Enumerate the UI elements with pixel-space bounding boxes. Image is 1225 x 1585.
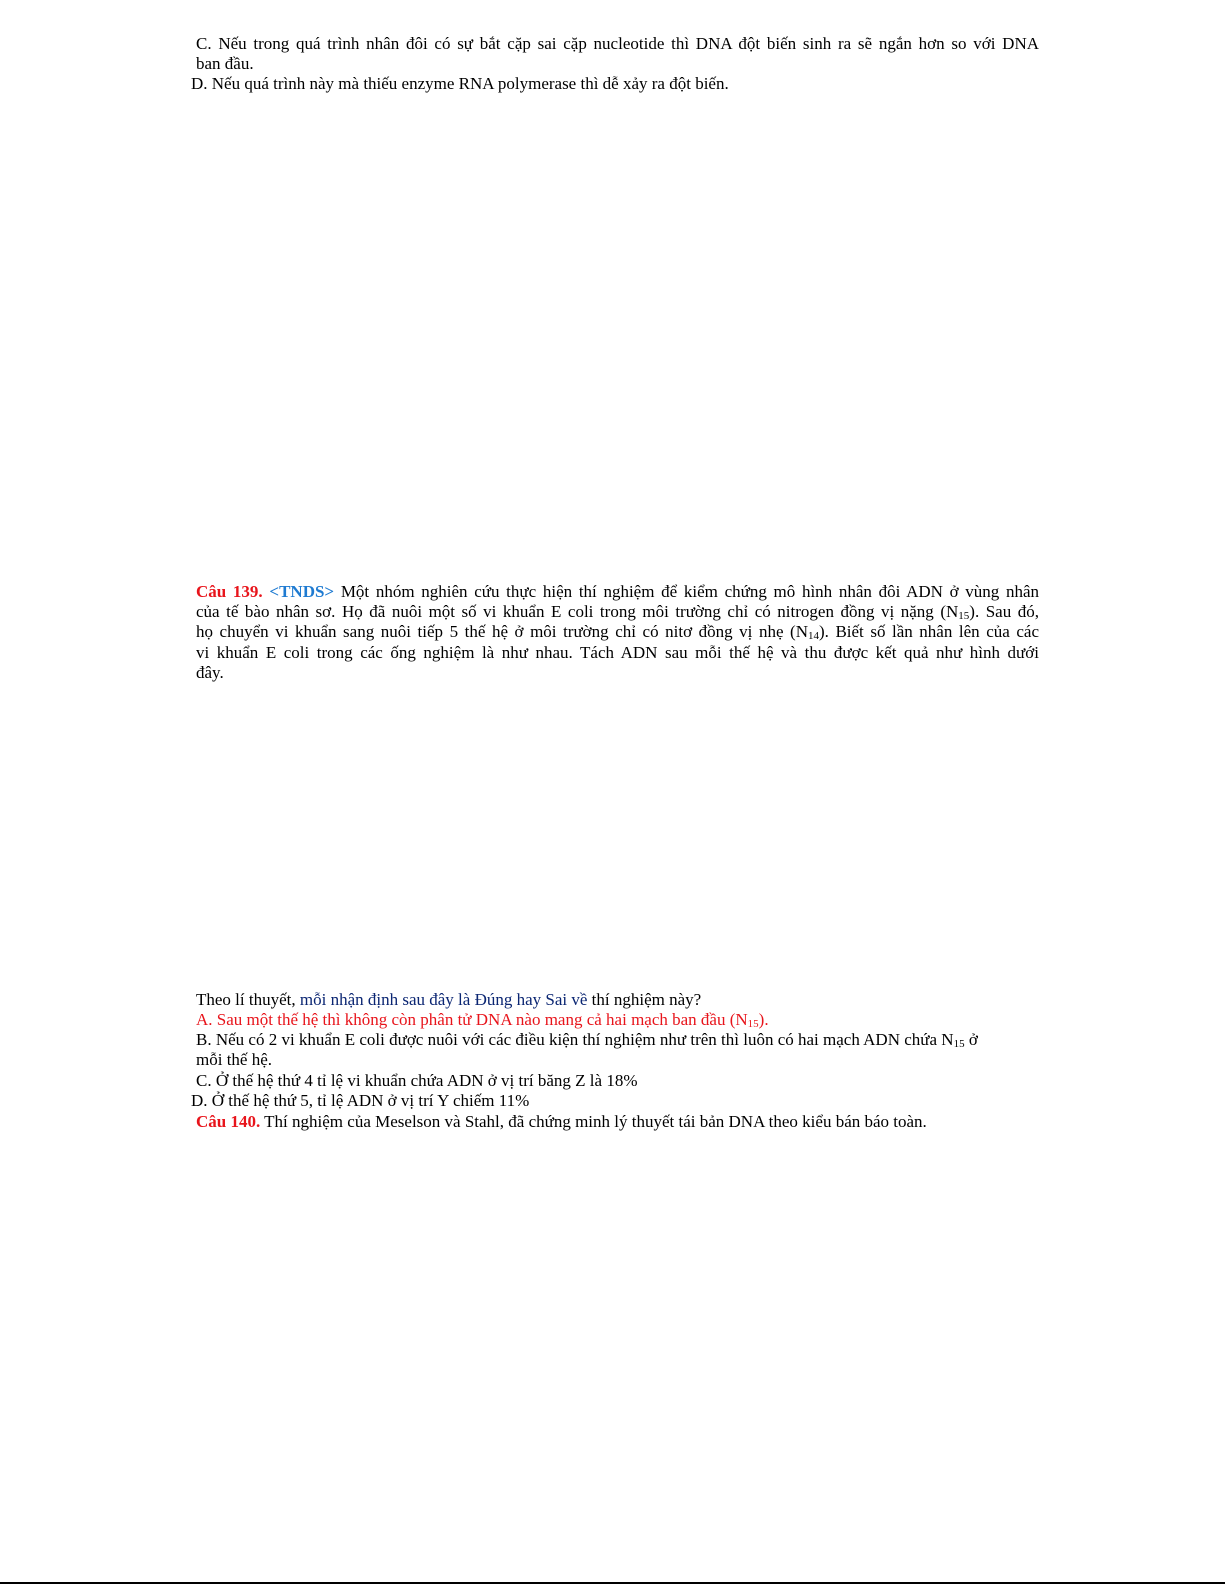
q139-tag: <TNDS>: [269, 582, 335, 601]
q139-prompt: [196, 990, 701, 1010]
q139-line1: [196, 582, 1039, 602]
prev-option-c-line1: C. Nếu trong quá trình nhân đôi có sự bắt cặp sai cặp nucleotide thì DNA đột biến sinh ra sẽ ngắn hơn so với DNA: [196, 34, 1039, 53]
q139-line2-b: ). Sau đó,: [969, 602, 1039, 621]
prev-option-c-line2: ban đầu.: [196, 54, 254, 73]
q140-line1: [196, 1112, 927, 1132]
prev-option-d: D. Nếu quá trình này mà thiếu enzyme RNA polymerase thì dễ xảy ra đột biến.: [191, 74, 729, 93]
q139-prompt-a: Theo lí thuyết,: [196, 990, 300, 1009]
q139-line2-subscript: 15: [958, 610, 970, 622]
q140-number: Câu 140.: [196, 1112, 261, 1131]
q139-option-a: [196, 1010, 769, 1032]
q139-line3-a: họ chuyển vi khuẩn sang nuôi tiếp 5 thế hệ ở môi trường chỉ có nitơ đồng vị nhẹ (N: [196, 622, 808, 641]
page-bottom-rule: [0, 1582, 1225, 1584]
q139-line5: đây.: [196, 663, 224, 682]
q139-line3-subscript: 14: [807, 630, 819, 642]
q139-number: Câu 139.: [196, 582, 263, 601]
q139-option-d: D. Ở thế hệ thứ 5, tỉ lệ ADN ở vị trí Y chiếm 11%: [191, 1091, 530, 1110]
q139-line4: vi khuẩn E coli trong các ống nghiệm là như nhau. Tách ADN sau mỗi thế hệ và thu được kết quả như hình dưới: [196, 643, 1039, 662]
q139-option-c: C. Ở thế hệ thứ 4 tỉ lệ vi khuẩn chứa ADN ở vị trí băng Z là 18%: [196, 1071, 638, 1090]
q139-line2-a: của tế bào nhân sơ. Họ đã nuôi một số vi khuẩn E coli trong môi trường chỉ có nitrogen đồng vị nặng (N: [196, 602, 959, 621]
q139-option-b-text: B. Nếu có 2 vi khuẩn E coli được nuôi với các điều kiện thí nghiệm như trên thì luôn có hai mạch ADN chứa N: [196, 1030, 954, 1049]
q139-line3: [196, 622, 1039, 644]
q139-option-b-line1: [196, 1030, 978, 1052]
q139-option-a-subscript: 15: [747, 1018, 759, 1030]
q139-option-b-end: ở: [964, 1030, 978, 1049]
q139-option-a-end: ).: [758, 1010, 769, 1029]
q139-line1-text: Một nhóm nghiên cứu thực hiện thí nghiệm để kiểm chứng mô hình nhân đôi ADN ở vùng nhân: [334, 582, 1040, 601]
q139-prompt-highlight: mỗi nhận định sau đây là Đúng hay Sai về: [299, 990, 588, 1009]
q139-option-b-subscript: 15: [953, 1038, 965, 1050]
q139-option-b-line2: mỗi thế hệ.: [196, 1050, 273, 1069]
q139-line3-b: ). Biết số lần nhân lên của các: [818, 622, 1040, 641]
q139-line2: [196, 602, 1039, 624]
q139-prompt-c: thí nghiệm này?: [587, 990, 702, 1009]
q140-text: Thí nghiệm của Meselson và Stahl, đã chứng minh lý thuyết tái bản DNA theo kiểu bán báo toàn.: [260, 1112, 927, 1131]
q139-option-a-text: A. Sau một thế hệ thì không còn phân tử DNA nào mang cả hai mạch ban đầu (N: [196, 1010, 748, 1029]
